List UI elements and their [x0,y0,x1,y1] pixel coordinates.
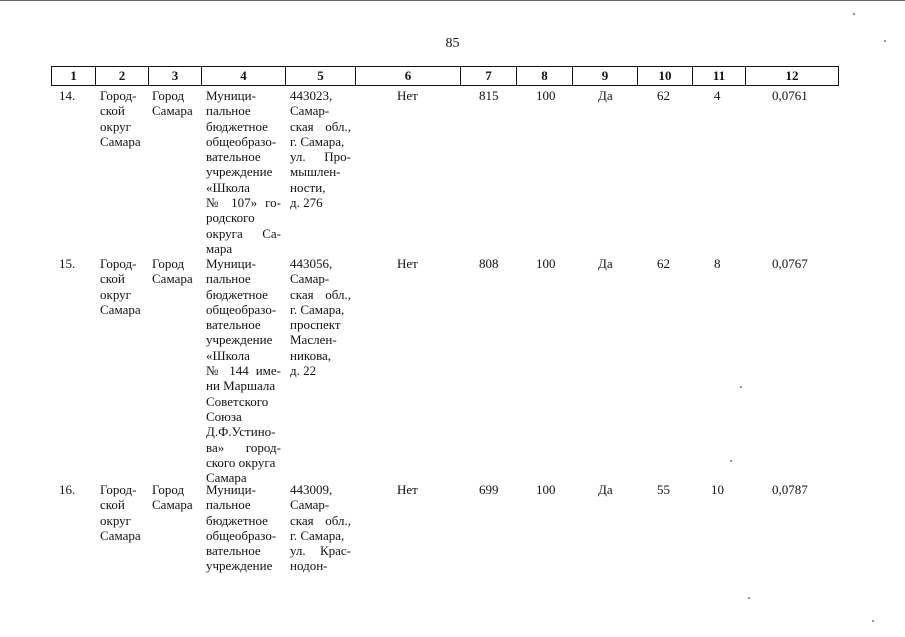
institution-name-cell [206,482,281,574]
settlement-line: Самара [152,271,193,287]
name-line: округа Са- [206,225,281,241]
municipality-line: ской [100,103,125,119]
header-cell: 3 [149,67,202,86]
header-cell: 12 [746,67,839,86]
settlement-cell [152,482,198,513]
column-8-value: 100 [536,88,556,103]
column-6-value: Нет [397,88,418,103]
address-line: ская обл., [290,118,351,134]
column-8-value: 100 [536,256,556,271]
name-line: родского [206,210,255,226]
column-7-value: 815 [479,88,499,103]
municipality-line: ской [100,271,125,287]
municipality-line: округ [100,118,131,134]
column-10-value: 62 [657,88,670,103]
name-line: бюджетное [206,118,268,134]
institution-name-cell [206,256,281,485]
column-7-value: 808 [479,256,499,271]
name-line: бюджетное [206,286,268,302]
header-cell: 5 [286,67,356,86]
name-line: мара [206,240,233,256]
name-line: пальное [206,103,251,119]
name-line: Советского [206,393,269,409]
column-12-value: 0,0787 [772,482,808,497]
name-line: учреждение [206,558,273,574]
name-line: ского округа [206,454,276,470]
municipality-line: Самара [100,301,141,317]
municipality-cell [100,256,144,317]
header-cell: 10 [638,67,693,86]
address-line: мышлен- [290,164,341,180]
address-line: Самар- [290,497,330,513]
settlement-line: Город [152,482,185,497]
name-line: вательное [206,149,261,165]
column-7-value: 699 [479,482,499,497]
scan-speck [884,40,886,42]
name-line: «Школа [206,347,250,363]
name-line: ни Маршала [206,378,276,394]
address-line: Маслен- [290,332,337,348]
settlement-cell [152,256,198,287]
address-cell [290,256,351,378]
address-cell [290,88,351,210]
address-line: 443056, [290,256,333,271]
address-line: нодон- [290,558,328,574]
header-cell: 4 [202,67,286,86]
name-line: Муници- [206,256,256,271]
row-number: 14. [59,88,76,103]
name-line: пальное [206,497,251,513]
column-number-header [51,66,839,86]
column-9-value: Да [598,256,613,271]
settlement-cell [152,88,198,119]
address-line: ская обл., [290,512,351,528]
municipality-line: округ [100,286,131,302]
header-cell: 9 [573,67,638,86]
header-cell: 11 [693,67,746,86]
scan-speck [748,597,750,599]
name-line: ва» город- [206,439,281,455]
row-number: 16. [59,482,76,497]
address-line: д. 276 [290,195,323,211]
municipality-line: Самара [100,527,141,543]
address-line: Самар- [290,271,330,287]
name-line: Муници- [206,482,256,497]
address-line: 443009, [290,482,333,497]
address-line: ул. Крас- [290,543,351,559]
name-line: общеобразо- [206,301,277,317]
municipality-cell [100,88,144,149]
name-line: № 144 име- [206,363,281,379]
scan-edge-line [0,0,905,1]
address-line: ности, [290,179,326,195]
address-line: г. Самара, [290,527,345,543]
header-cell: 7 [461,67,517,86]
column-6-value: Нет [397,256,418,271]
column-10-value: 62 [657,256,670,271]
column-9-value: Да [598,482,613,497]
scan-speck [872,620,874,622]
address-line: д. 22 [290,363,317,379]
name-line: учреждение [206,332,273,348]
column-9-value: Да [598,88,613,103]
address-line: ская обл., [290,286,351,302]
municipality-cell [100,482,144,543]
column-12-value: 0,0761 [772,88,808,103]
header-cell: 2 [96,67,149,86]
scan-speck [730,460,732,462]
municipality-line: ской [100,497,125,513]
municipality-line: Город- [100,256,137,271]
address-line: ул. Про- [290,149,351,165]
address-line: г. Самара, [290,301,345,317]
settlement-line: Город [152,88,185,103]
municipality-line: Город- [100,482,137,497]
name-line: пальное [206,271,251,287]
name-line: Союза [206,408,242,424]
header-cell: 8 [517,67,573,86]
column-11-value: 8 [714,256,721,271]
settlement-line: Самара [152,103,193,119]
name-line: Д.Ф.Устино- [206,424,276,440]
address-line: Самар- [290,103,330,119]
column-6-value: Нет [397,482,418,497]
municipality-line: Самара [100,133,141,149]
header-cell: 6 [356,67,461,86]
page-number: 85 [445,36,460,51]
scan-speck [740,386,742,388]
column-11-value: 10 [711,482,724,497]
address-line: проспект [290,317,341,333]
address-line: г. Самара, [290,133,345,149]
municipality-line: округ [100,512,131,528]
name-line: № 107» го- [206,195,281,211]
header-cell: 1 [52,67,96,86]
address-line: никова, [290,347,332,363]
name-line: вательное [206,317,261,333]
institution-name-cell [206,88,281,256]
municipality-line: Город- [100,88,137,103]
column-12-value: 0,0767 [772,256,808,271]
address-cell [290,482,351,574]
name-line: Муници- [206,88,256,103]
scan-speck [853,13,855,15]
name-line: общеобразо- [206,527,277,543]
header-row [52,67,839,86]
name-line: вательное [206,543,261,559]
name-line: бюджетное [206,512,268,528]
name-line: общеобразо- [206,133,277,149]
name-line: «Школа [206,179,250,195]
column-8-value: 100 [536,482,556,497]
name-line: Самара [206,470,247,486]
column-11-value: 4 [714,88,721,103]
name-line: учреждение [206,164,273,180]
settlement-line: Самара [152,497,193,513]
settlement-line: Город [152,256,185,271]
row-number: 15. [59,256,76,271]
column-10-value: 55 [657,482,670,497]
address-line: 443023, [290,88,333,103]
